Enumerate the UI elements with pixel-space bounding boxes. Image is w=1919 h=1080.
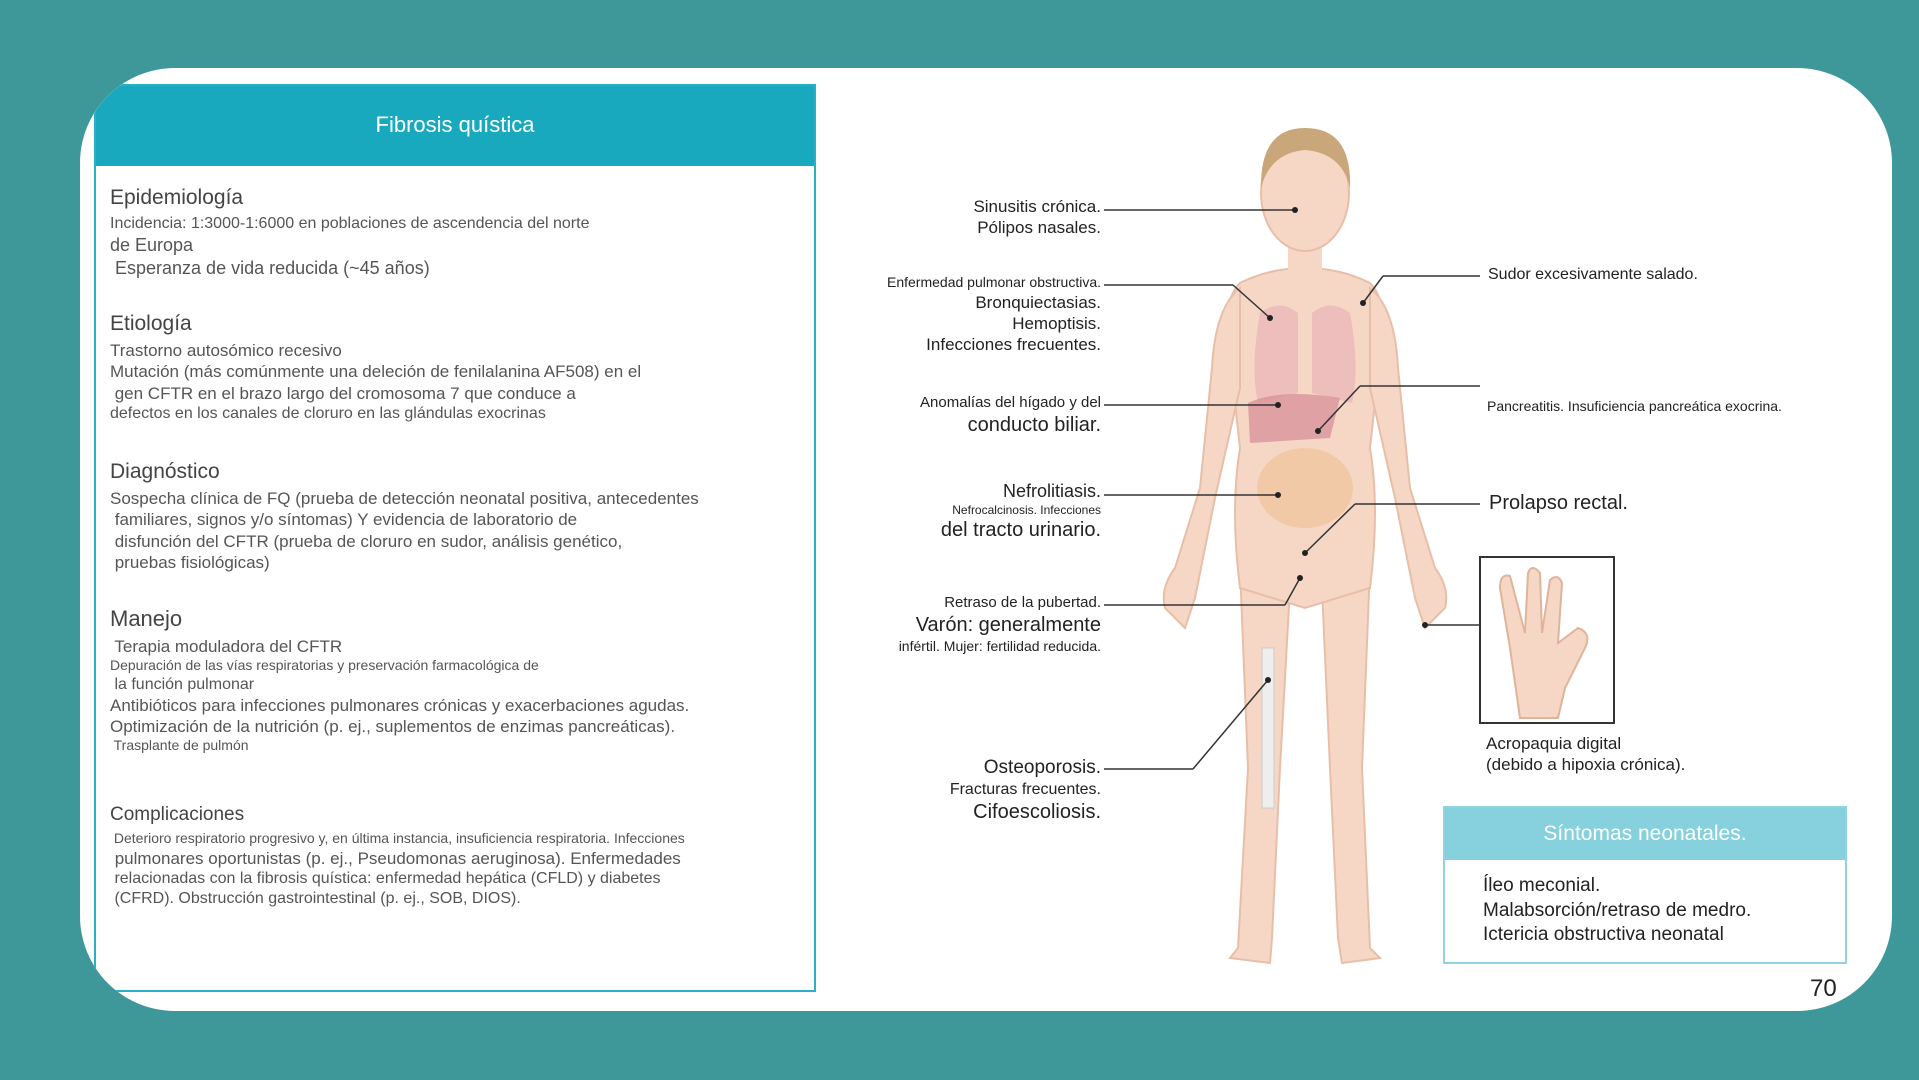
- neonatal-list: [1445, 860, 1845, 962]
- eti-line-2: Mutación (más comúnmente una deleción de fenilalanina AF508) en el: [110, 362, 642, 382]
- dot-sinus: [1292, 207, 1298, 213]
- label-sinusitis-1: Sinusitis crónica.: [973, 197, 1101, 216]
- dot-rectum: [1302, 550, 1308, 556]
- man-line-6: Trasplante de pulmón: [110, 737, 249, 754]
- diag-line-4: pruebas fisiológicas): [110, 552, 270, 572]
- label-osteo-3: Cifoescoliosis.: [973, 800, 1101, 823]
- label-pulmonar: [887, 274, 1101, 355]
- heading-manejo: Manejo: [110, 606, 183, 631]
- body-figure: [1164, 128, 1447, 963]
- man-line-5: Optimización de la nutrición (p. ej., suplementos de enzimas pancreáticas).: [110, 717, 676, 736]
- neonatal-title: Síntomas neonatales.: [1445, 808, 1845, 860]
- diag-line-1: Sospecha clínica de FQ (prueba de detección neonatal positiva, antecedentes: [110, 489, 699, 508]
- epi-line-3: Esperanza de vida reducida (~45 años): [110, 257, 430, 278]
- dot-sweat: [1360, 300, 1366, 306]
- epi-line-2: de Europa: [110, 235, 194, 255]
- comp-line-1: Deterioro respiratorio progresivo y, en última instancia, insuficiencia respiratoria. Infecciones: [110, 830, 685, 846]
- slide: [80, 68, 1892, 1011]
- label-osteo-1: Osteoporosis.: [983, 757, 1101, 778]
- label-osteo: [950, 756, 1101, 825]
- man-line-1: Terapia moduladora del CFTR: [110, 637, 343, 656]
- heading-epidemiologia: Epidemiología: [110, 186, 244, 209]
- label-sinusitis: [973, 196, 1101, 239]
- label-osteo-2: Fracturas frecuentes.: [949, 780, 1101, 798]
- label-acro-1: Acropaquia digital: [1486, 734, 1622, 753]
- dot-liver: [1275, 402, 1281, 408]
- label-higado-1: Anomalías del hígado y del: [920, 394, 1101, 411]
- label-sudor: Sudor excesivamente salado.: [1488, 266, 1698, 283]
- label-retraso-1: Retraso de la pubertad.: [944, 594, 1101, 611]
- label-retraso-3: infértil. Mujer: fertilidad reducida.: [898, 637, 1101, 654]
- label-higado: [920, 394, 1101, 438]
- dot-lung: [1267, 315, 1273, 321]
- label-nefro-2: Nefrocalcinosis. Infecciones: [952, 502, 1101, 517]
- comp-line-4: (CFRD). Obstrucción gastrointestinal (p. ej., SOB, DIOS).: [110, 889, 521, 907]
- label-nefro-3: del tracto urinario.: [940, 518, 1101, 541]
- label-retraso: [899, 594, 1101, 655]
- dot-hand: [1422, 622, 1428, 628]
- label-pulmonar-4: Infecciones frecuentes.: [926, 335, 1101, 354]
- eti-line-4: defectos en los canales de cloruro en las glándulas exocrinas: [110, 404, 546, 422]
- eti-line-3: gen CFTR en el brazo largo del cromosoma 7 que conduce a: [110, 383, 576, 403]
- neonatal-item-3: Ictericia obstructiva neonatal: [1483, 924, 1724, 946]
- label-sinusitis-2: Pólipos nasales.: [977, 218, 1101, 238]
- dot-genital: [1297, 575, 1303, 581]
- neonatal-box: [1443, 806, 1847, 964]
- comp-line-3: relacionadas con la fibrosis quística: enfermedad hepática (CFLD) y diabetes: [110, 869, 661, 887]
- heading-complicaciones: Complicaciones: [110, 804, 245, 825]
- neonatal-item-2: Malabsorción/retraso de medro.: [1483, 899, 1752, 921]
- dot-kidney: [1275, 492, 1281, 498]
- label-pancreas: Pancreatitis. Insuficiencia pancreática exocrina.: [1487, 398, 1782, 414]
- label-nefro-1: Nefrolitiasis.: [1002, 481, 1101, 501]
- epi-line-1: Incidencia: 1:3000-1:6000 en poblaciones de ascendencia del norte: [110, 215, 590, 232]
- man-line-4: Antibióticos para infecciones pulmonares crónicas y exacerbaciones agudas.: [110, 695, 690, 715]
- dot-bone: [1265, 677, 1271, 683]
- label-nefro: [941, 480, 1101, 543]
- diag-line-2: familiares, signos y/o síntomas) Y evidencia de laboratorio de: [110, 510, 578, 530]
- heading-etiologia: Etiología: [110, 312, 192, 335]
- label-prolapso: Prolapso rectal.: [1489, 492, 1628, 514]
- man-line-3: la función pulmonar: [110, 675, 255, 693]
- label-acropaquia: [1486, 733, 1685, 776]
- man-line-2: Depuración de las vías respiratorias y preservación farmacológica de: [110, 657, 539, 674]
- dot-pancreas: [1315, 428, 1321, 434]
- card-title: Fibrosis quística: [96, 86, 814, 166]
- label-pulmonar-2: Bronquiectasias.: [975, 292, 1101, 312]
- heading-diagnostico: Diagnóstico: [110, 460, 220, 483]
- neonatal-item-1: Íleo meconial.: [1483, 875, 1601, 896]
- label-pulmonar-1: Enfermedad pulmonar obstructiva.: [887, 274, 1101, 290]
- page-number: 70: [1810, 975, 1837, 1002]
- diag-line-3: disfunción del CFTR (prueba de cloruro en sudor, análisis genético,: [110, 531, 623, 551]
- eti-line-1: Trastorno autosómico recesivo: [110, 341, 342, 360]
- label-pulmonar-3: Hemoptisis.: [1012, 313, 1101, 333]
- comp-line-2: pulmonares oportunistas (p. ej., Pseudomonas aeruginosa). Enfermedades: [110, 848, 681, 868]
- label-higado-2: conducto biliar.: [967, 413, 1101, 436]
- label-acro-2: (debido a hipoxia crónica).: [1486, 755, 1686, 775]
- label-retraso-2: Varón: generalmente: [915, 613, 1101, 636]
